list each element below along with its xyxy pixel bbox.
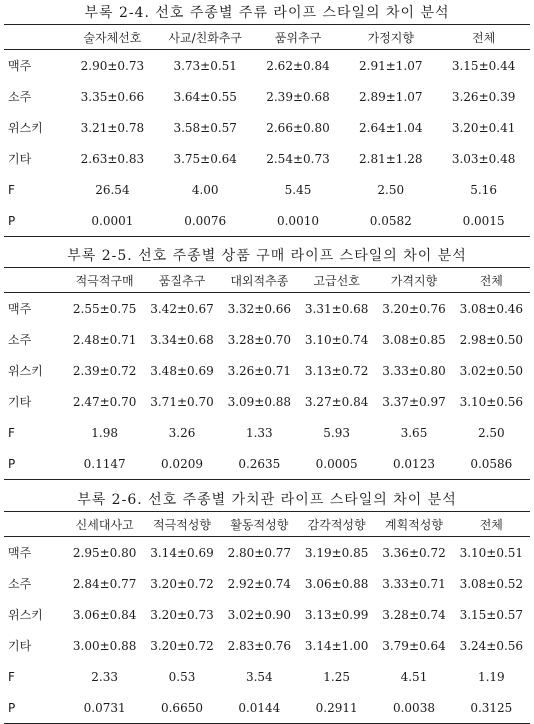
row-label: 맥주 <box>8 302 32 316</box>
table-cell: 2.48±0.71 <box>72 332 137 347</box>
table-cell: 0.0001 <box>91 213 134 228</box>
data-table <box>4 24 530 237</box>
table-cell: 3.48±0.69 <box>150 363 214 378</box>
header-cell: 전체 <box>472 30 496 45</box>
table-cell: 2.66±0.80 <box>266 120 330 135</box>
table-cell: 2.50 <box>477 425 505 440</box>
header-cell: 대외적추종 <box>230 273 289 288</box>
table-cell: 2.54±0.73 <box>266 151 330 166</box>
table-cell: 0.0015 <box>462 213 505 228</box>
header-cell: 감각적성향 <box>307 517 366 532</box>
table-cell: 3.14±1.00 <box>304 638 369 653</box>
table-cell: 3.20±0.72 <box>150 638 214 653</box>
header-row <box>4 268 530 293</box>
table-cell: 3.64±0.55 <box>173 89 237 104</box>
row-label: 맥주 <box>8 546 32 560</box>
table-cell: 3.54 <box>245 669 273 684</box>
table-cell: 2.55±0.75 <box>72 301 137 316</box>
table-cell: 3.10±0.51 <box>459 545 524 560</box>
table-title: 부록 2-6. 선호 주종별 가치관 라이프 스타일의 차이 분석 <box>77 492 457 508</box>
table-row <box>4 692 530 724</box>
header-row <box>4 512 530 537</box>
table-row <box>4 386 530 417</box>
table-row <box>4 630 530 661</box>
table-title: 부록 2-4. 선호 주종별 주류 라이프 스타일의 차이 분석 <box>84 5 450 21</box>
table-cell: 2.98±0.50 <box>459 332 524 347</box>
header-cell: 사교/친화추구 <box>168 30 242 45</box>
table-cell: 3.13±0.99 <box>304 607 369 622</box>
header-cell: 가정지향 <box>367 30 414 45</box>
table-cell: 4.00 <box>191 182 219 197</box>
table-cell: 3.28±0.70 <box>227 332 292 347</box>
table-cell: 3.00±0.88 <box>72 638 137 653</box>
header-cell: 적극적구매 <box>75 273 134 288</box>
table-row <box>4 293 530 325</box>
table-row <box>4 81 530 112</box>
table-cell: 2.91±1.07 <box>359 58 423 73</box>
table-cell: 3.33±0.80 <box>382 363 446 378</box>
table-cell: 3.08±0.52 <box>459 576 524 591</box>
table-cell: 3.79±0.64 <box>382 638 446 653</box>
table-cell: 2.63±0.83 <box>80 151 145 166</box>
table-cell: 3.10±0.74 <box>304 332 369 347</box>
table-cell: 3.27±0.84 <box>304 394 369 409</box>
header-cell: 가격지향 <box>390 273 438 288</box>
table-cell: 0.0582 <box>369 213 412 228</box>
table-cell: 2.33 <box>91 669 119 684</box>
table-cell: 2.84±0.77 <box>72 576 137 591</box>
row-label: 소주 <box>8 577 32 591</box>
row-label: 위스키 <box>8 608 43 622</box>
table-cell: 3.02±0.50 <box>459 363 524 378</box>
table-cell: 3.26±0.39 <box>451 89 516 104</box>
table-cell: 2.83±0.76 <box>227 638 292 653</box>
header-cell: 활동적성향 <box>230 517 289 532</box>
table-row <box>4 568 530 599</box>
table-cell: 3.33±0.71 <box>382 576 446 591</box>
table-cell: 3.65 <box>400 425 428 440</box>
data-table <box>4 267 530 480</box>
header-cell: 품질추구 <box>158 273 206 288</box>
table-cell: 2.80±0.77 <box>227 545 292 560</box>
table-cell: 3.09±0.88 <box>227 394 292 409</box>
row-label: 기타 <box>8 152 32 166</box>
table-cell: 26.54 <box>95 182 130 197</box>
table-cell: 0.2911 <box>315 700 358 715</box>
table-cell: 0.0731 <box>83 700 126 715</box>
table-cell: 3.20±0.76 <box>382 301 446 316</box>
table-cell: 2.47±0.70 <box>72 394 137 409</box>
table-row <box>4 112 530 143</box>
appendix-table-2-6 <box>0 489 534 724</box>
table-cell: 3.20±0.72 <box>150 576 214 591</box>
table-cell: 3.19±0.85 <box>304 545 369 560</box>
table-cell: 3.34±0.68 <box>150 332 214 347</box>
table-cell: 3.14±0.69 <box>150 545 214 560</box>
table-cell: 3.15±0.57 <box>459 607 524 622</box>
header-cell: 신세대사고 <box>75 517 134 532</box>
row-label: 맥주 <box>8 59 32 73</box>
row-label: F <box>8 425 15 440</box>
table-cell: 3.58±0.57 <box>173 120 237 135</box>
header-cell: 계획적성향 <box>384 517 443 532</box>
table-cell: 3.75±0.64 <box>173 151 237 166</box>
table-cell: 4.51 <box>400 669 428 684</box>
table-cell: 3.37±0.97 <box>382 394 446 409</box>
table-cell: 2.39±0.72 <box>72 363 137 378</box>
row-label: F <box>8 669 15 684</box>
table-cell: 3.71±0.70 <box>150 394 214 409</box>
table-cell: 2.39±0.68 <box>266 89 330 104</box>
table-cell: 2.89±1.07 <box>359 89 423 104</box>
header-cell: 전체 <box>479 517 503 532</box>
table-cell: 3.21±0.78 <box>80 120 145 135</box>
row-label: 위스키 <box>8 121 43 135</box>
row-label: 소주 <box>8 90 32 104</box>
table-row <box>4 143 530 174</box>
table-cell: 3.06±0.88 <box>304 576 369 591</box>
table-cell: 3.10±0.56 <box>459 394 524 409</box>
table-cell: 2.62±0.84 <box>266 58 330 73</box>
table-cell: 3.73±0.51 <box>173 58 237 73</box>
table-cell: 2.81±1.28 <box>359 151 423 166</box>
table-cell: 0.6650 <box>160 700 203 715</box>
table-cell: 0.0076 <box>184 213 227 228</box>
table-cell: 0.1147 <box>83 456 126 471</box>
table-cell: 1.25 <box>323 669 350 684</box>
table-cell: 0.0209 <box>160 456 203 471</box>
table-cell: 3.06±0.84 <box>72 607 137 622</box>
header-cell <box>4 512 66 537</box>
table-cell: 1.98 <box>91 425 119 440</box>
row-label: 소주 <box>8 333 32 347</box>
row-label: P <box>8 456 16 471</box>
table-row <box>4 661 530 692</box>
table-cell: 0.53 <box>168 669 196 684</box>
table-cell: 3.20±0.73 <box>150 607 214 622</box>
table-cell: 0.0586 <box>470 456 513 471</box>
table-cell: 3.26±0.71 <box>227 363 292 378</box>
table-cell: 2.90±0.73 <box>80 58 145 73</box>
table-cell: 0.0123 <box>392 456 435 471</box>
table-cell: 3.08±0.46 <box>459 301 524 316</box>
table-cell: 3.08±0.85 <box>382 332 446 347</box>
table-cell: 2.64±1.04 <box>359 120 423 135</box>
table-cell: 3.42±0.67 <box>150 301 214 316</box>
row-label: P <box>8 213 16 228</box>
header-cell: 품위추구 <box>274 30 322 45</box>
table-cell: 2.95±0.80 <box>72 545 137 560</box>
table-cell: 3.02±0.90 <box>227 607 292 622</box>
table-cell: 1.33 <box>245 425 273 440</box>
table-row <box>4 417 530 448</box>
table-cell: 0.0010 <box>276 213 319 228</box>
table-cell: 3.32±0.66 <box>227 301 292 316</box>
table-cell: 3.15±0.44 <box>451 58 516 73</box>
table-row <box>4 50 530 82</box>
table-cell: 3.20±0.41 <box>451 120 516 135</box>
table-row <box>4 324 530 355</box>
row-label: F <box>8 182 15 197</box>
header-cell: 술자체선호 <box>83 30 142 45</box>
table-row <box>4 174 530 205</box>
table-row <box>4 448 530 480</box>
table-cell: 3.26 <box>168 425 196 440</box>
header-cell <box>4 268 66 293</box>
row-label: 기타 <box>8 395 32 409</box>
table-cell: 3.13±0.72 <box>304 363 369 378</box>
table-cell: 0.0038 <box>392 700 435 715</box>
table-cell: 5.16 <box>470 182 497 197</box>
table-cell: 0.0005 <box>315 456 358 471</box>
row-label: 위스키 <box>8 364 43 378</box>
table-cell: 2.50 <box>377 182 405 197</box>
table-row <box>4 599 530 630</box>
table-cell: 5.93 <box>323 425 350 440</box>
table-cell: 3.03±0.48 <box>451 151 516 166</box>
header-cell: 고급선호 <box>313 273 360 288</box>
table-cell: 5.45 <box>284 182 312 197</box>
header-cell <box>4 25 66 50</box>
header-row <box>4 25 530 50</box>
table-row <box>4 205 530 237</box>
header-cell: 적극적성향 <box>153 517 211 532</box>
table-cell: 0.2635 <box>238 456 281 471</box>
table-title: 부록 2-5. 선호 주종별 상품 구매 라이프 스타일의 차이 분석 <box>67 248 467 264</box>
table-cell: 3.35±0.66 <box>80 89 145 104</box>
table-cell: 1.19 <box>477 669 505 684</box>
table-row <box>4 355 530 386</box>
table-cell: 2.92±0.74 <box>227 576 292 591</box>
row-label: 기타 <box>8 639 32 653</box>
row-label: P <box>8 700 16 715</box>
appendix-table-2-4 <box>0 2 534 237</box>
header-cell: 전체 <box>479 273 503 288</box>
table-cell: 0.3125 <box>470 700 513 715</box>
table-cell: 0.0144 <box>238 700 281 715</box>
table-cell: 3.28±0.74 <box>382 607 446 622</box>
table-cell: 3.31±0.68 <box>304 301 369 316</box>
table-cell: 3.36±0.72 <box>382 545 446 560</box>
table-row <box>4 537 530 569</box>
table-cell: 3.24±0.56 <box>459 638 524 653</box>
appendix-table-2-5 <box>0 245 534 480</box>
data-table <box>4 511 530 724</box>
